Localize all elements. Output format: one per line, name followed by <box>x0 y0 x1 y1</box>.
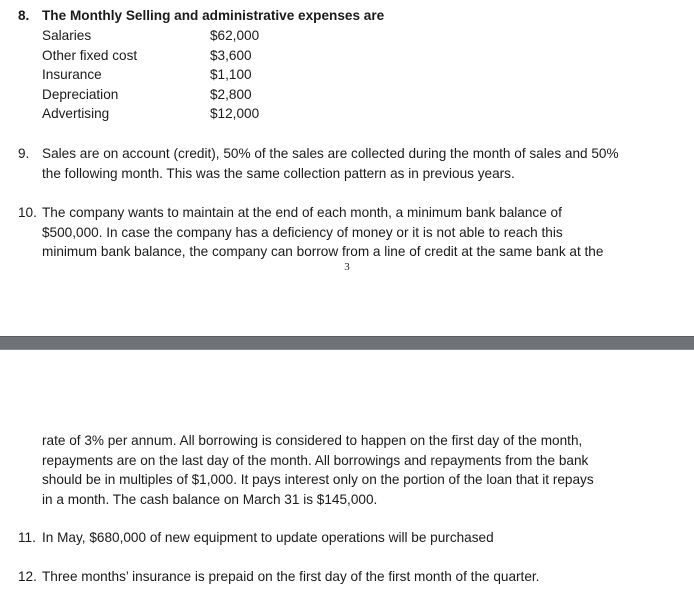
page-separator <box>0 336 694 350</box>
expense-row-insurance <box>42 65 302 85</box>
item-12-text: Three months’ insurance is prepaid on the first day of the first month of the quarter. <box>42 569 540 584</box>
item-10-continuation-line: in a month. The cash balance on March 31 is $145,000. <box>42 491 378 507</box>
expense-amount: $2,800 <box>210 86 252 102</box>
item-9-line: the following month. This was the same collection pattern as in previous years. <box>42 165 515 181</box>
expense-amount: $1,100 <box>210 67 252 82</box>
item-10-continuation <box>42 431 672 509</box>
item-11-text: In May, $680,000 of new equipment to update operations will be purchased <box>42 530 494 545</box>
item-9-number: 9. <box>18 146 30 161</box>
expense-label: Other fixed cost <box>42 47 138 63</box>
item-8-number: 8. <box>18 8 30 23</box>
expense-row-advertising <box>42 104 302 124</box>
expense-label: Salaries <box>42 28 92 43</box>
item-10-line: minimum bank balance, the company can borrow from a line of credit at the same bank at the <box>42 244 604 259</box>
item-10-number: 10. <box>18 205 37 220</box>
expense-amount: $12,000 <box>210 106 260 121</box>
item-11 <box>18 528 678 548</box>
page-number: 3 <box>344 261 350 273</box>
expense-label: Depreciation <box>42 86 119 102</box>
item-10-continuation-line: should be in multiples of $1,000. It pays interest only on the portion of the loan that it repays <box>42 472 594 487</box>
item-10-continuation-line: repayments are on the last day of the month. All borrowings and repayments from the bank <box>42 452 589 468</box>
expenses-table <box>42 26 302 124</box>
item-8-heading: The Monthly Selling and administrative expenses are <box>42 8 385 23</box>
item-10 <box>18 203 678 262</box>
expense-amount: $3,600 <box>210 47 252 63</box>
item-12 <box>18 567 678 587</box>
item-12-number: 12. <box>18 569 37 584</box>
item-11-number: 11. <box>18 530 36 545</box>
expense-row-other-fixed-cost <box>42 46 302 66</box>
item-9-line: Sales are on account (credit), 50% of the sales are collected during the month of sales and 50% <box>42 146 619 161</box>
expense-row-depreciation <box>42 85 302 105</box>
item-10-line: $500,000. In case the company has a deficiency of money or it is not able to reach this <box>42 224 563 240</box>
item-9 <box>18 144 678 183</box>
item-10-line: The company wants to maintain at the end of each month, a minimum bank balance of <box>42 205 562 220</box>
expense-label: Advertising <box>42 106 110 121</box>
item-10-continuation-line: rate of 3% per annum. All borrowing is considered to happen on the first day of the month, <box>42 433 583 448</box>
document-page-bottom <box>0 350 694 594</box>
expense-row-salaries <box>42 26 302 46</box>
item-8 <box>18 6 678 26</box>
expense-label: Insurance <box>42 67 102 82</box>
expense-amount: $62,000 <box>210 28 260 43</box>
